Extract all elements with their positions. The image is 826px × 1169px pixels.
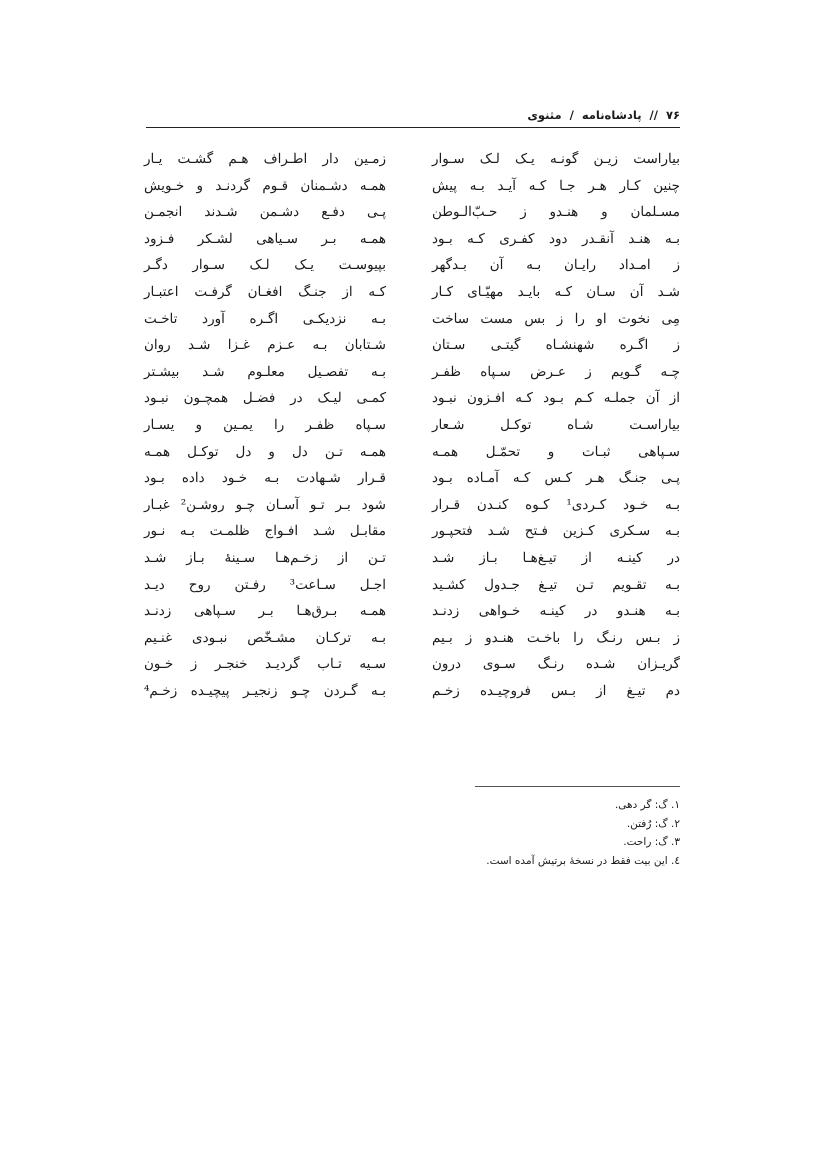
hemistich: سـپاهی ثبـات و تحمّـل همـه — [432, 443, 680, 460]
hemistich: ز بـس رنـگ را باخـت هنـدو ز بـیم — [432, 629, 680, 646]
hemistich: کمـی لیـک در فضـل همچـون نبـود — [144, 390, 386, 407]
hemistich: همـه دشـمنان قـوم گردنـد و خـویش — [144, 177, 386, 194]
hemistich: همـه تـن دل و دل توکـل همـه — [144, 443, 386, 460]
hemistich: مسـلمان و هنـدو ز حـبّ‌الـوطن — [432, 204, 680, 221]
header-separator: // — [649, 108, 658, 122]
verse-column-left — [144, 146, 386, 704]
hemistich: بیاراسـت شـاه توکـل شـعار — [432, 416, 680, 433]
hemistich: زمـین دار اطـراف هـم گشـت یـار — [144, 151, 386, 167]
hemistich: شود بـر تـو آسـان چـو روشـن² غبـار — [144, 496, 386, 513]
hemistich: بـه ترکـان مشـخّص نبـودی غنـیم — [144, 629, 386, 646]
hemistich: شـتابان بـه عـزم غـزا شـد روان — [144, 337, 386, 354]
footnote: ۳. گ: راحت. — [623, 836, 680, 849]
hemistich: بپیوسـت یـک لـک سـوار دگـر — [144, 257, 386, 274]
hemistich: قـرار شـهادت بـه خـود داده بـود — [144, 470, 386, 487]
hemistich: بـه سـکری کـزین فـتح شـد فتحپـور — [432, 523, 680, 540]
hemistich: بـه نزدیکـی اگـره آورد تاخـت — [144, 310, 386, 327]
hemistich: از آن جملـه کـم بـود کـه افـزون نبـود — [432, 390, 680, 407]
footnote: ٤. این بیت فقط در نسخهٔ برتیش آمده است. — [486, 854, 680, 867]
hemistich: بـه تفصـیل معلـوم شـد بیشـتر — [144, 363, 386, 380]
footnote-divider — [475, 786, 680, 787]
hemistich: دم تیـغ از بـس فروچیـده زخـم — [432, 682, 680, 699]
hemistich: پـی جنـگ هـر کـس کـه آمـاده بـود — [432, 470, 680, 487]
footnote: ۲. گ: رُفتن. — [626, 817, 680, 830]
verse-column-right — [432, 146, 680, 704]
hemistich: چـه گـویم ز عـرض سـپاه ظفـر — [432, 363, 680, 380]
hemistich: بـه خـود کـردی¹ کـوه کنـدن قـرار — [432, 496, 680, 513]
hemistich: سـیه تـاب گردیـد خنجـر ز خـون — [144, 656, 386, 673]
running-header — [146, 103, 680, 128]
page-number: ۷۶ — [665, 108, 680, 122]
hemistich: ز اگـره شهنشـاه گیتـی سـتان — [432, 337, 680, 354]
hemistich: شـد آن سـان کـه بایـد مهیّـای کـار — [432, 283, 680, 300]
hemistich: اجـل سـاعت³ رفـتن روح دیـد — [144, 576, 386, 593]
section-title: مثنوی — [527, 108, 562, 122]
hemistich: بـه هنـد آنقـدر دود کفـری کـه بـود — [432, 230, 680, 247]
hemistich: کـه از جنـگ افغـان گرفـت اعتبـار — [144, 283, 386, 300]
hemistich: ز امـداد رایـان بـه آن بـدگهر — [432, 257, 680, 274]
hemistich: بیاراست زیـن گونـه یـک لـک سـوار — [432, 151, 680, 167]
hemistich: بـه هنـدو در کینـه خـواهی زدنـد — [432, 603, 680, 620]
hemistich: در کینـه از تیـغ‌هـا بـاز شـد — [432, 549, 680, 566]
hemistich: سـپاه ظفـر را یمـین و یسـار — [144, 416, 386, 433]
hemistich: مِی نخوت او را ز بس مست ساخت — [432, 310, 680, 327]
footnotes — [380, 796, 680, 870]
hemistich: گریـزان شـده رنـگ سـوی درون — [432, 656, 680, 673]
footnote: ۱. گ: گر دهی. — [614, 799, 680, 811]
hemistich: تـن از زخـم‌هـا سـینهٔ بـاز شـد — [144, 549, 386, 566]
hemistich: چنین کـار هـر جـا کـه آیـد بـه پیش — [432, 177, 680, 194]
hemistich: مقابـل شـد افـواج ظلمـت بـه نـور — [144, 523, 386, 540]
hemistich: بـه گـردن چـو زنجیـر پیچیـده زخـم⁴ — [144, 682, 386, 699]
hemistich: همـه بـرق‌هـا بـر سـپاهی زدنـد — [144, 603, 386, 620]
hemistich: بـه تقـویم تـن تیـغ جـدول کشـید — [432, 576, 680, 593]
hemistich: پـی دفـع دشـمن شـدند انجمـن — [144, 204, 386, 221]
header-separator: / — [569, 108, 574, 122]
book-title: پادشاه‌نامه — [581, 108, 642, 122]
hemistich: همـه بـر سـیاهی لشـکر فـزود — [144, 230, 386, 247]
